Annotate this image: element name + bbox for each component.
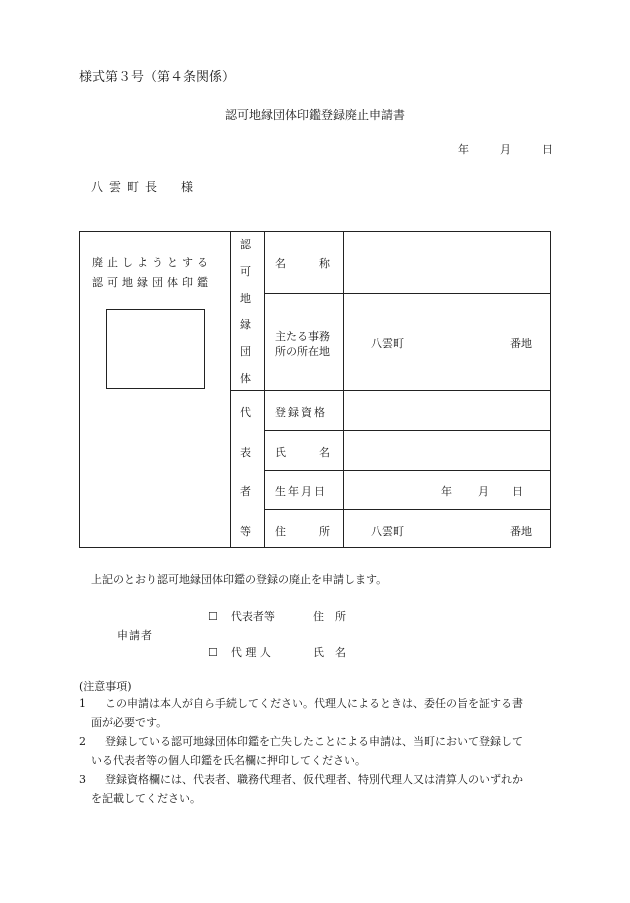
option-field-name: 氏 名	[313, 646, 346, 659]
person-name-label: 氏 名	[275, 446, 330, 459]
note-continuation: を記載してください。	[91, 792, 201, 805]
note-line: 登録している認可地縁団体印鑑を亡失したことによる申請は、当町において登録して	[105, 735, 523, 748]
date-line	[458, 141, 553, 157]
group-label-char: 認	[240, 238, 251, 251]
option-role: 代表者等	[230, 610, 275, 623]
note-line: 登録資格欄には、代表者、職務代理者、仮代理者、特別代理人又は清算人のいずれか	[105, 773, 523, 786]
addressee: 八雲町長 様	[91, 180, 200, 194]
group-label-char: 可	[240, 265, 251, 278]
birth-year-label: 年	[441, 485, 452, 498]
birth-month-label: 月	[478, 485, 489, 498]
date-day-label: 日	[542, 143, 553, 156]
qualification-field[interactable]	[347, 393, 547, 428]
seal-label-line1: 廃止しようとする	[92, 256, 212, 269]
document-title: 認可地縁団体印鑑登録廃止申請書	[224, 108, 405, 122]
address-label-line2: 所の所在地	[275, 345, 330, 358]
statement: 上記のとおり認可地縁団体印鑑の登録の廃止を申請します。	[91, 573, 388, 586]
rep-label-char: 等	[240, 525, 251, 538]
option-representative[interactable]	[208, 608, 275, 624]
form-number: 様式第３号（第４条関係）	[79, 70, 236, 85]
birth-day-label: 日	[512, 485, 523, 498]
notes-heading: (注意事項)	[79, 680, 132, 693]
residence-suffix: 番地	[510, 525, 532, 538]
group-label-char: 地	[240, 292, 251, 305]
note-continuation: いる代表者等の個人印鑑を氏名欄に押印してください。	[91, 754, 366, 767]
seal-label-line2: 認可地縁団体印鑑	[92, 276, 212, 289]
application-table	[79, 231, 551, 548]
group-label-char: 体	[240, 372, 251, 385]
rep-label-char: 代	[240, 406, 251, 419]
note-item	[79, 732, 523, 751]
seal-impression-box[interactable]	[106, 309, 205, 389]
group-label-char: 団	[240, 345, 251, 358]
rep-label-char: 者	[240, 485, 251, 498]
date-year-label: 年	[458, 143, 469, 156]
note-number: 2	[79, 735, 86, 748]
checkbox-icon[interactable]: ☐	[208, 610, 218, 623]
note-number: 3	[79, 773, 86, 786]
note-line: この申請は本人が自ら手続してください。代理人によるときは、委任の旨を証する書	[105, 697, 523, 710]
option-role: 代 理 人	[230, 646, 271, 659]
name-label: 名 称	[275, 257, 330, 270]
rep-label-char: 表	[240, 446, 251, 459]
person-name-field[interactable]	[347, 433, 547, 468]
option-agent[interactable]	[208, 644, 271, 660]
option-field-address: 住 所	[313, 610, 346, 623]
address-town: 八雲町	[371, 337, 404, 350]
note-item	[79, 694, 523, 713]
address-label-line1: 主たる事務	[275, 330, 330, 343]
qualification-label: 登録資格	[275, 406, 327, 419]
note-item	[79, 770, 523, 789]
applicant-label: 申請者	[117, 629, 153, 642]
residence-label: 住 所	[275, 525, 330, 538]
birthdate-label: 生年月日	[275, 485, 327, 498]
group-label-char: 縁	[240, 318, 251, 331]
note-number: 1	[79, 697, 86, 710]
note-continuation: 面が必要です。	[91, 716, 168, 729]
date-month-label: 月	[500, 143, 511, 156]
residence-town: 八雲町	[371, 525, 404, 538]
checkbox-icon[interactable]: ☐	[208, 646, 218, 659]
address-suffix: 番地	[510, 337, 532, 350]
